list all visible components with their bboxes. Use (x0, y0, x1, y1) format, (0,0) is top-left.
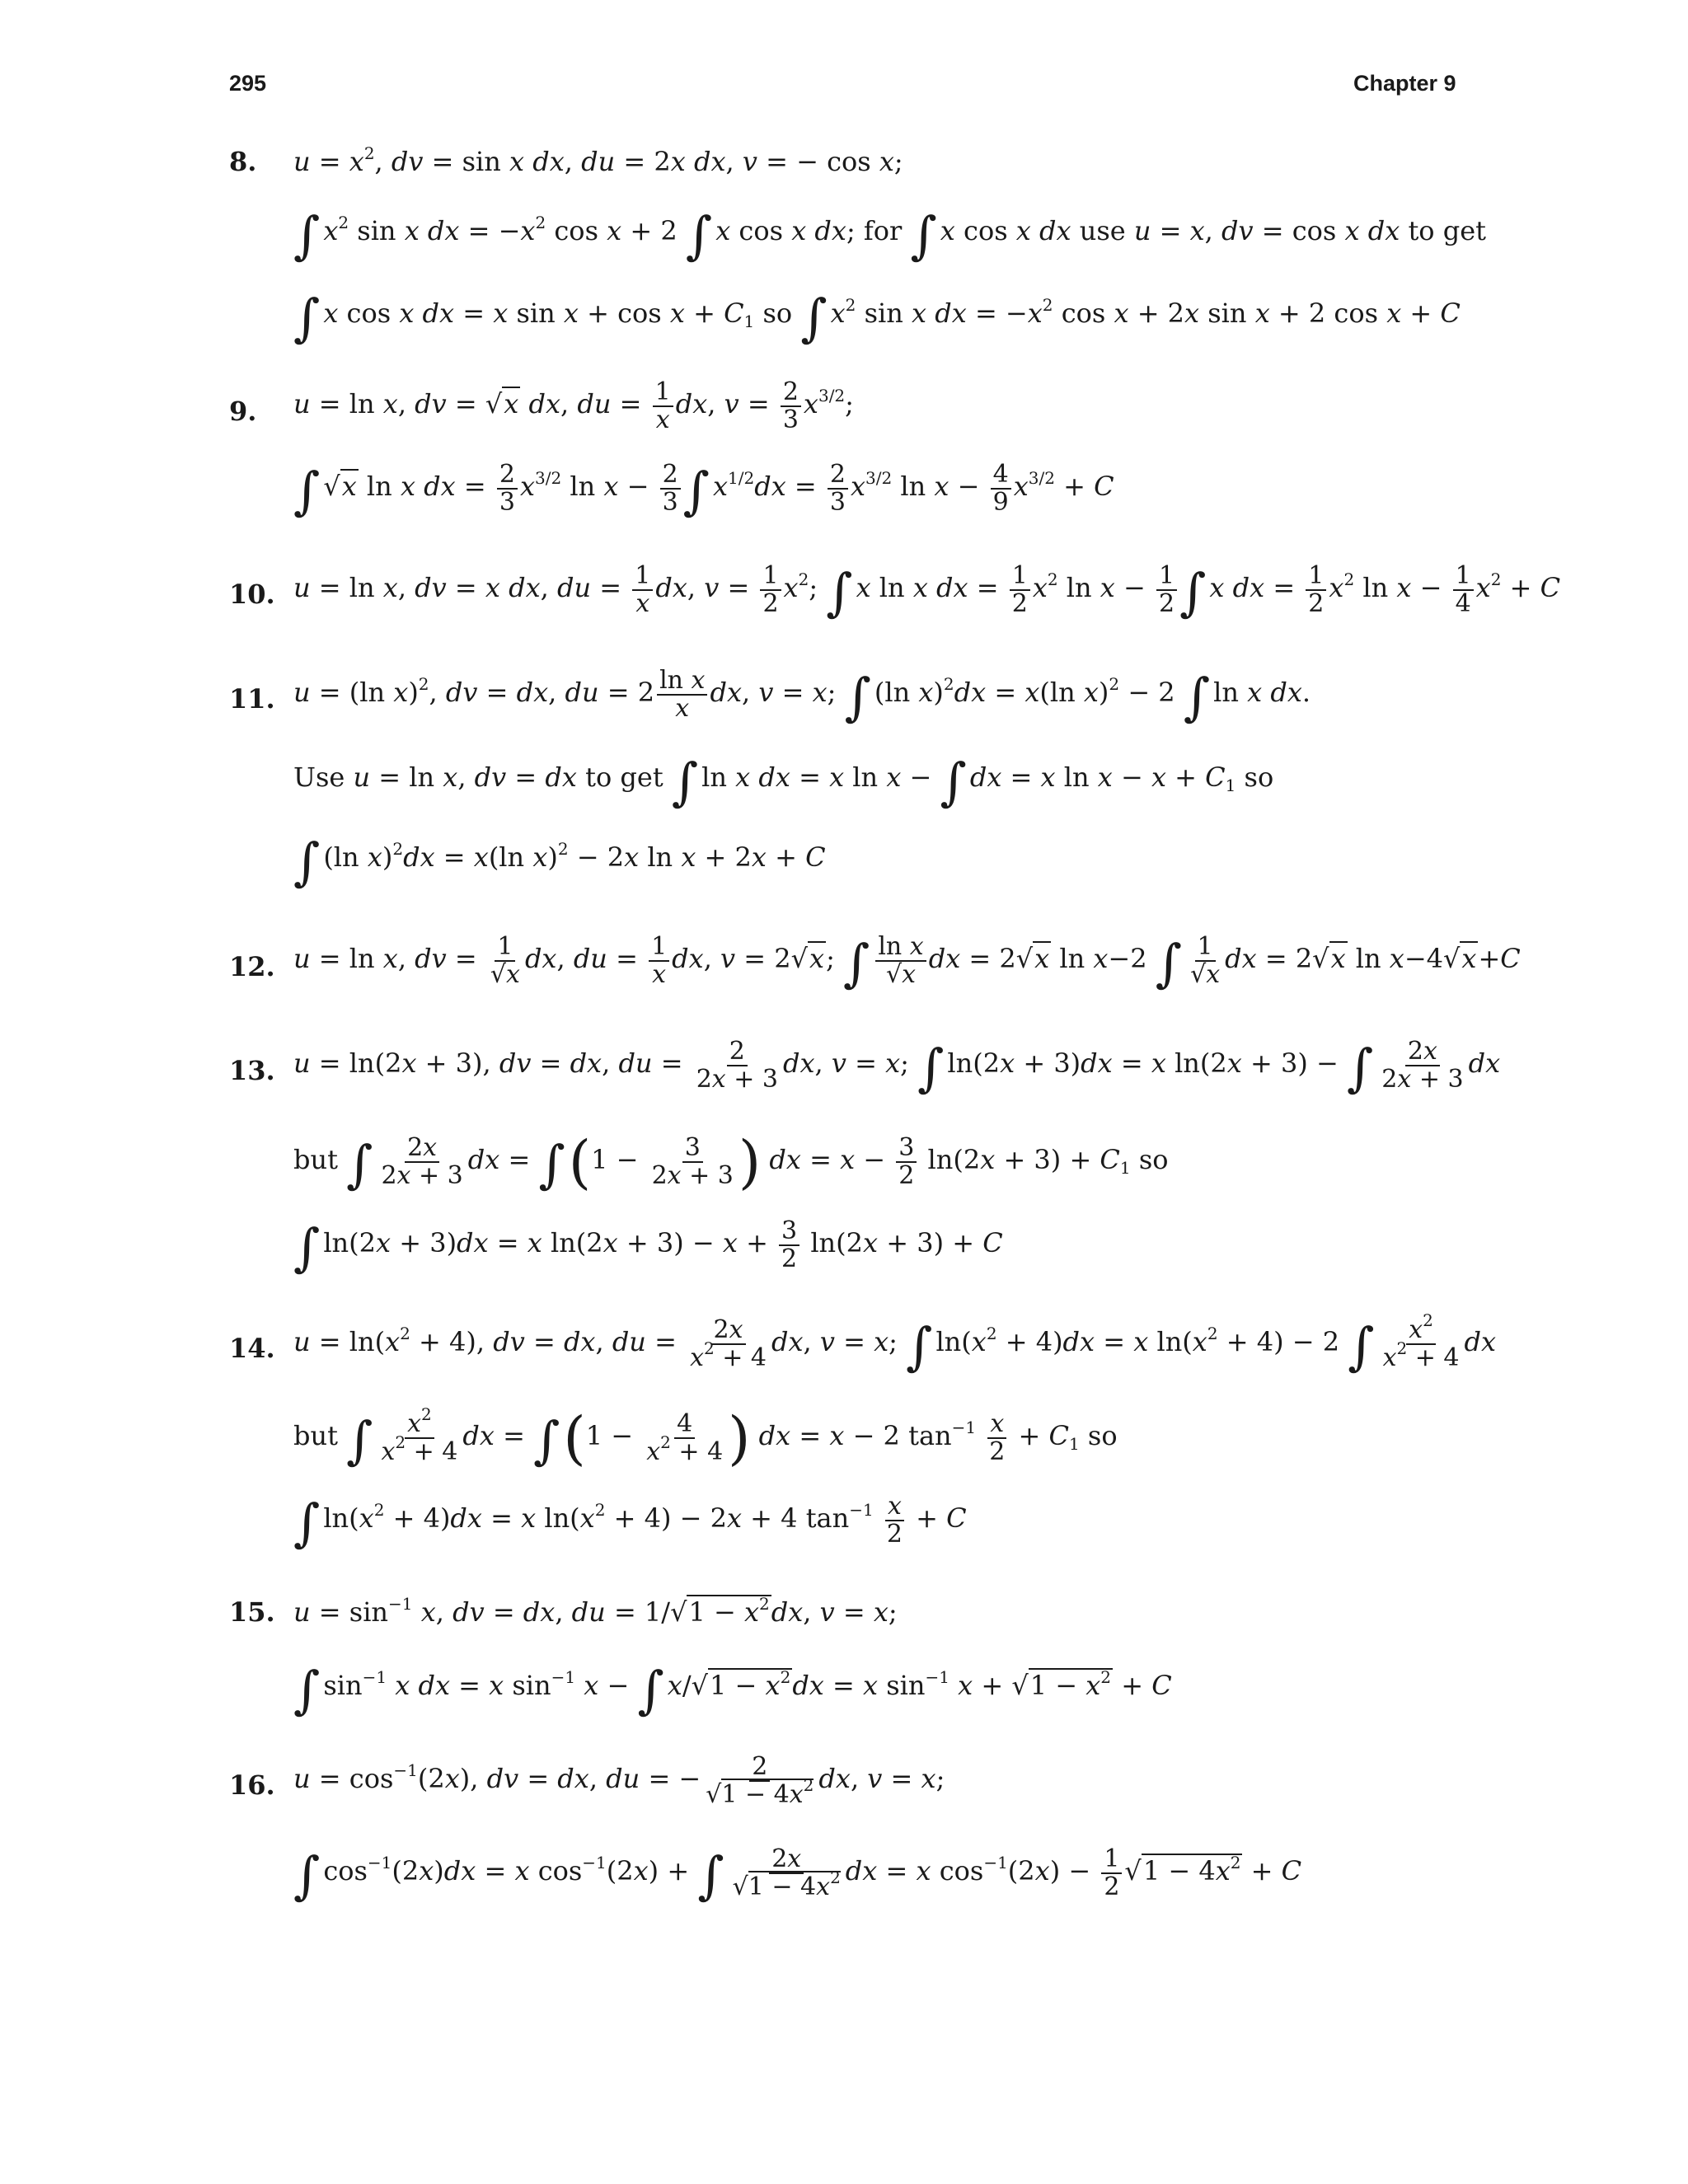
problem-8-line-3: ∫ x cos x dx = x $\sin x + \cos x + C_1$ so ∫ $x^2$ sin x dx = $-x^2$ cos x + 2x sin x + 2 cos x + C (293, 288, 1461, 348)
problem-14-line-1: $u = \ln(x^2 + 4)$, dv = dx, du = $\frac{2x}{x^2 + 4}$ dx, v = x; ∫ $\ln(x^2 + 4)dx = x$ $\ln(x^2 + 4) - 2$ ∫ $\frac{x^2}{x^2 + 4}$ dx (293, 1310, 1497, 1376)
problem-number-8: 8. (229, 146, 257, 177)
problem-16-line-1: $u = \cos^{-1}(2x)$, dv = dx, du = − $\frac{2}{√1 - 4x^2}$ dx, v = x; (293, 1752, 945, 1809)
problem-number-13: 13. (229, 1055, 275, 1086)
problem-11-line-1: u = (ln x)$^2$, dv = dx, du = 2 $\frac{\text{ln x}}{x}$ dx, v = x; ∫ (ln x)$^2$dx = x(ln x)$^2$ − 2 ∫ ln x dx. (293, 666, 1311, 727)
problem-number-16: 16. (229, 1769, 275, 1801)
chapter-label: Chapter 9 (1353, 71, 1456, 96)
problem-12-line-1: u = ln x, dv = $\frac{1}{√x}$ dx, du = $\frac{1}{x}$ dx, v = 2√x; ∫ $\frac{\text{ln x}}{√x}$ dx = 2√x ln x−2 ∫ $\frac{1}{√x}$ dx = 2√x ln x−4√x+C (293, 932, 1521, 993)
problem-number-15: 15. (229, 1596, 275, 1628)
problem-10-line-1: u = ln x, dv = x dx, du = $\frac{1}{x}$ dx, v = $\frac{1}{2}$ $x^2$; ∫ x ln x dx = $\frac{1}{2}$ $x^2$ ln x − $\frac{1}{2}$ ∫ x dx = $\frac{1}{2}$ $x^2$ ln x − $\frac{1}{4}$ $x^2 + C$ (293, 561, 1561, 622)
problem-16-line-2: ∫ $\cos^{-1}(2x)dx = x$ $\cos^{-1}(2x)$ + ∫ $\frac{2x}{√1 - 4x^2}$ dx = x $\cos^{-1}(2x)$ − $\frac{1}{2}$ $√1 - 4x^2 + C$ (293, 1844, 1302, 1905)
problem-14-line-3: ∫ $\ln(x^2 + 4)dx = x$ $\ln(x^2 + 4) - 2x + 4$ $\tan^{-1}$ $\frac{x}{2}$ + C (293, 1492, 967, 1553)
problem-9-line-1: u = ln x, dv = √x dx, du = $\frac{1}{x}$ dx, v = $\frac{2}{3}$ $x^{3/2}$; (293, 377, 854, 434)
problem-13-line-2: but ∫ $\frac{2x}{2x + 3}$ dx = ∫(1 − $\frac{3}{2x + 3}$ ) dx = x − $\frac{3}{2}$ $\ln(2x + 3) + C_1$ so (293, 1128, 1169, 1196)
problem-number-12: 12. (229, 951, 275, 982)
problem-15-line-2: ∫ $\sin^{-1} x$ dx = x $\sin^{-1} x$ − ∫ $x/√1 - x^2dx = x$ $\sin^{-1} x + √1 - x^2 + C$ (293, 1660, 1172, 1720)
problem-11-line-3: ∫ (ln x)$^2$dx = x(ln x)$^2$ − 2x ln x + 2x + C (293, 832, 826, 892)
problem-number-11: 11. (229, 683, 275, 715)
problem-11-line-2: Use u = ln x, dv = dx to get ∫ ln x dx = x ln x − ∫ dx = x $\ln x - x + C_1$ so (293, 752, 1274, 812)
problem-number-9: 9. (229, 396, 257, 427)
page-number: 295 (229, 71, 267, 96)
problem-14-line-2: but ∫ $\frac{x^2}{x^2 + 4}$ dx = ∫(1 − $\frac{4}{x^2 + 4}$ ) dx = x − 2 $\tan^{-1}$ $\frac{x}{2}$ + $C_1$ so (293, 1404, 1118, 1472)
problem-8-line-2: ∫ $x^2$ sin x dx = $-x^2$ cos x + 2 ∫ x cos x dx; for ∫ x cos x dx use u = x, dv = cos x dx to get (293, 205, 1487, 265)
problem-15-line-1: $u = \sin^{-1} x$, dv = dx, du = $1/√1 - x^2dx$, v = x; (293, 1594, 898, 1628)
problem-number-10: 10. (229, 579, 275, 610)
problem-8-line-1: $u = x^2$, dv = sin x dx, du = 2x dx, v = − cos x; (293, 143, 903, 177)
problem-13-line-1: u = ln(2x + 3), dv = dx, du = $\frac{2}{2x + 3}$ dx, v = x; ∫ ln(2x + 3)dx = x ln(2x + 3) − ∫ $\frac{2x}{2x + 3}$ dx (293, 1037, 1501, 1098)
problem-9-line-2: ∫ √x ln x dx = $\frac{2}{3}$ $x^{3/2}$ ln x − $\frac{2}{3}$ ∫ $x^{1/2}dx$ = $\frac{2}{3}$ $x^{3/2}$ ln x − $\frac{4}{9}$ $x^{3/2} + C$ (293, 460, 1114, 521)
problem-number-14: 14. (229, 1333, 275, 1364)
problem-13-line-3: ∫ ln(2x + 3)dx = x ln(2x + 3) − x + $\frac{3}{2}$ ln(2x + 3) + C (293, 1216, 1003, 1277)
